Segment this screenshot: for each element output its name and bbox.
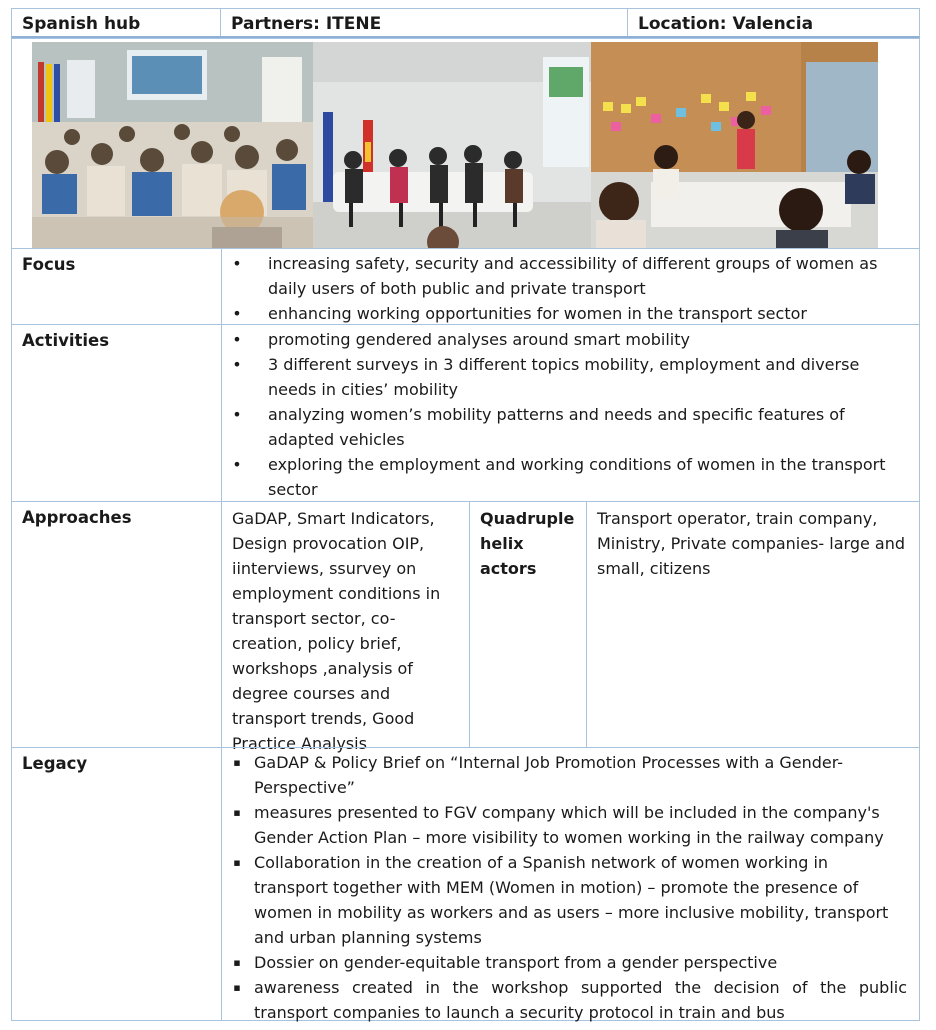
list-item: • exploring the employment and working conditions of women in the transport sector — [222, 452, 907, 502]
list-item: ▪ measures presented to FGV company which will be included in the company's Gender Action Plan – more visibility to women working in the railway company — [222, 800, 907, 850]
bullet-icon: • — [232, 405, 242, 424]
bullet-icon: ▪ — [233, 981, 241, 994]
header-row — [11, 8, 920, 38]
bullet-icon: • — [232, 455, 242, 474]
bullet-icon: • — [232, 355, 242, 374]
activities-list — [222, 325, 919, 502]
photo-conference — [32, 42, 313, 248]
photo-panel — [313, 42, 591, 248]
approaches-label: Approaches — [22, 508, 132, 527]
hub-profile-table — [11, 8, 920, 1021]
approaches-row — [11, 501, 920, 753]
photo-strip — [11, 38, 920, 248]
legacy-row — [11, 747, 920, 1021]
bullet-icon: • — [232, 330, 242, 349]
list-item: ▪ Collaboration in the creation of a Spanish network of women working in transport together with MEM (Women in motion) – promote the presence of women in mobility as workers and as users – more inclusive mobility, transport and urban planning systems — [222, 850, 907, 950]
activities-label: Activities — [22, 331, 110, 350]
focus-content — [221, 249, 919, 324]
photo-workshop — [591, 42, 878, 248]
activities-row — [11, 324, 920, 501]
focus-row — [11, 248, 920, 324]
list-item: ▪ Dossier on gender-equitable transport from a gender perspective — [222, 950, 907, 975]
list-item: • analyzing women’s mobility patterns and needs and specific features of adapted vehicles — [222, 402, 907, 452]
focus-label: Focus — [22, 255, 76, 274]
hub-name: Spanish hub — [12, 9, 221, 36]
list-item: • increasing safety, security and accessibility of different groups of women as daily users of both public and private transport — [222, 251, 907, 301]
legacy-label: Legacy — [22, 754, 88, 773]
actors-label: Quadruple helix actors — [470, 502, 587, 747]
bullet-icon: • — [232, 304, 242, 323]
legacy-list — [222, 748, 919, 1025]
bullet-icon: ▪ — [233, 956, 241, 969]
activities-content — [221, 325, 919, 501]
list-item: ▪ awareness created in the workshop supported the decision of the public transport companies to launch a security protocol in train and bus — [222, 975, 907, 1025]
list-item: • enhancing working opportunities for women in the transport sector — [222, 301, 907, 326]
list-item: ▪ GaDAP & Policy Brief on “Internal Job Promotion Processes with a Gender-Perspective” — [222, 750, 907, 800]
legacy-content — [221, 748, 919, 1020]
list-item: • 3 different surveys in 3 different topics mobility, employment and diverse needs in cities’ mobility — [222, 352, 907, 402]
list-item: • promoting gendered analyses around smart mobility — [222, 327, 907, 352]
focus-list — [222, 249, 919, 326]
actors-text: Transport operator, train company, Ministry, Private companies- large and small, citizens — [597, 509, 906, 578]
bullet-icon: • — [232, 254, 242, 273]
approaches-content — [221, 502, 919, 753]
bullet-icon: ▪ — [233, 756, 241, 769]
bullet-icon: ▪ — [233, 806, 241, 819]
partners: Partners: ITENE — [221, 9, 628, 36]
approaches-text: GaDAP, Smart Indicators, Design provocation OIP, iinterviews, ssurvey on employment conditions in transport sector, co-creation, policy brief, workshops ,analysis of degree courses and transport trends, Good Practice Analysis — [222, 502, 470, 747]
bullet-icon: ▪ — [233, 856, 241, 869]
location: Location: Valencia — [638, 14, 814, 34]
